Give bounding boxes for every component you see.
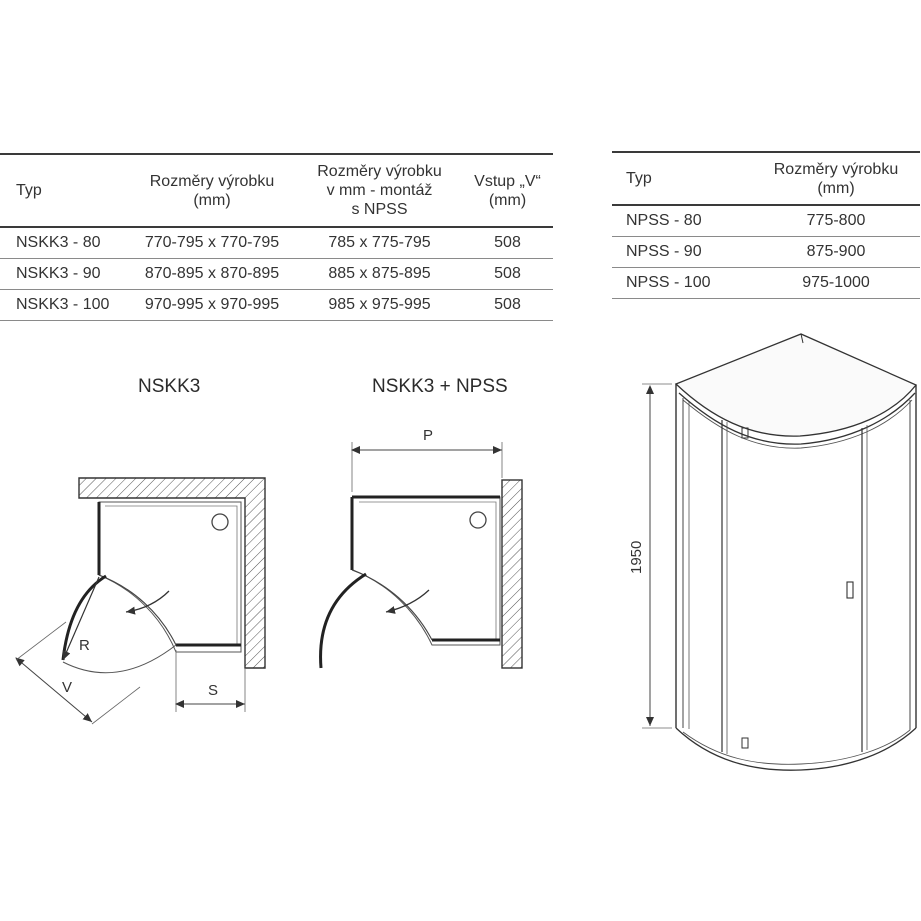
wall-hatch: [502, 480, 522, 668]
nskk3-npss-title: NSKK3 + NPSS: [372, 376, 508, 397]
cell-dimensions: 770-795 x 770-795: [144, 234, 280, 251]
col-header-dimensions: Rozměry výrobku (mm): [773, 160, 899, 197]
cell-dimensions-npss: 785 x 775-795: [328, 234, 431, 251]
label-s: S: [208, 682, 219, 699]
drain-icon: [470, 512, 486, 528]
handle-icon: [847, 582, 853, 598]
nskk3-title: NSKK3: [138, 376, 201, 397]
col-header-type: Typ: [16, 182, 42, 199]
v-dimension-line: [16, 658, 92, 722]
cell-dimensions: 970-995 x 970-995: [144, 296, 280, 313]
door-open-leaf: [321, 574, 366, 668]
cell-entry: 508: [494, 296, 521, 313]
label-height: 1950: [628, 540, 645, 574]
cell-type: NPSS - 80: [626, 212, 702, 229]
cell-dimensions: 875-900: [806, 243, 866, 260]
cell-type: NSKK3 - 90: [16, 265, 101, 282]
shower-enclosure-perspective: [628, 334, 916, 770]
cell-type: NSKK3 - 80: [16, 234, 101, 251]
cell-type: NSKK3 - 100: [16, 296, 110, 313]
col-header-dimensions-npss: Rozměry výrobku v mm - montáž s NPSS: [317, 163, 442, 218]
col-header-entry: Vstup „V“ (mm): [474, 172, 541, 209]
cell-dimensions-npss: 885 x 875-895: [328, 265, 431, 282]
extension-line: [92, 687, 140, 724]
col-header-dimensions: Rozměry výrobku (mm): [149, 172, 275, 209]
cell-entry: 508: [494, 234, 521, 251]
cell-dimensions: 870-895 x 870-895: [144, 265, 280, 282]
cell-dimensions: 975-1000: [802, 274, 870, 291]
nskk3-npss-plan-diagram: [321, 427, 522, 668]
drain-icon: [212, 514, 228, 530]
shower-tray: [99, 502, 241, 652]
cell-type: NPSS - 90: [626, 243, 702, 260]
label-r: R: [79, 637, 90, 654]
cell-dimensions: 775-800: [806, 212, 866, 229]
door-closed-arc: [352, 570, 432, 640]
extension-line: [16, 622, 66, 660]
cell-entry: 508: [494, 265, 521, 282]
shower-tray: [353, 497, 500, 645]
label-v: V: [62, 679, 73, 696]
nskk3-plan-diagram: [16, 478, 265, 724]
cell-dimensions-npss: 985 x 975-995: [328, 296, 431, 313]
col-header-type: Typ: [626, 170, 652, 187]
label-p: P: [423, 427, 434, 444]
cell-type: NPSS - 100: [626, 274, 711, 291]
